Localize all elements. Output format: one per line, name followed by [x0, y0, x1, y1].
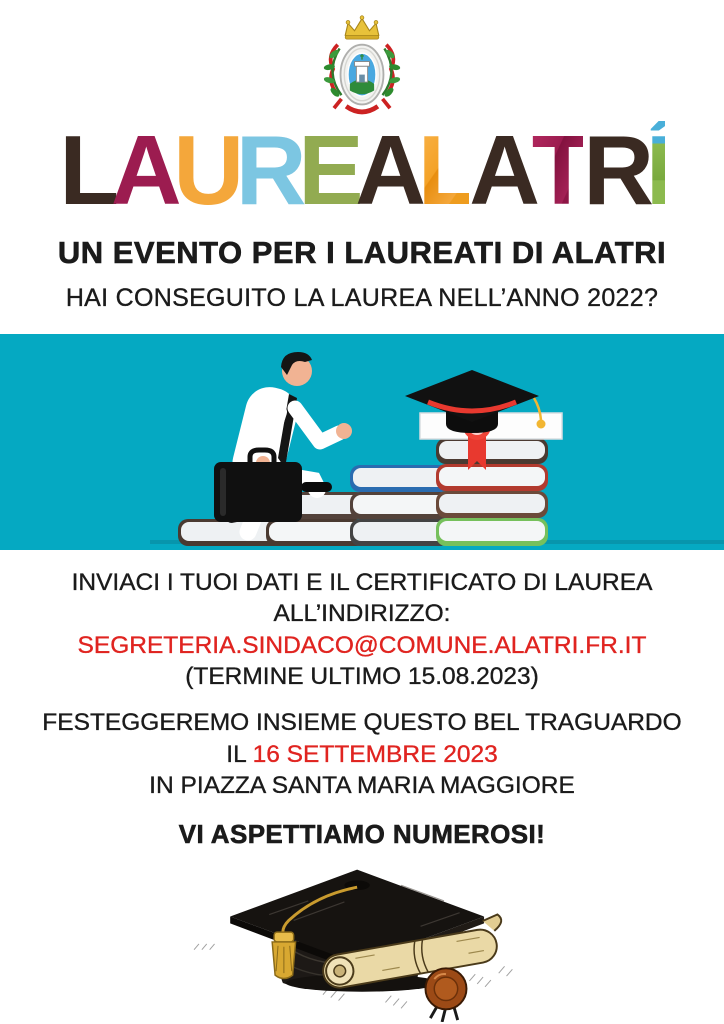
- logo-letter: T: [531, 115, 584, 225]
- book: [436, 438, 548, 546]
- event-location: IN PIAZZA SANTA MARIA MAGGIORE: [149, 772, 575, 800]
- book: [350, 465, 450, 546]
- footer-illustration: [172, 856, 552, 1022]
- event-headline: UN EVENTO PER I LAUREATI DI ALATRI: [57, 235, 667, 270]
- crest-laurel-right: [383, 48, 401, 98]
- tassel: [537, 420, 546, 429]
- invite-line1: INVIACI I TUOI DATI E IL CERTIFICATO DI LAUREA: [71, 569, 653, 596]
- celebration-line1: FESTEGGEREMO INSIEME QUESTO BEL TRAGUARDO: [42, 709, 682, 737]
- crest-crown: [345, 16, 379, 39]
- footer-svg: [172, 856, 552, 1022]
- hero-svg: [0, 334, 724, 550]
- logo-letter: A: [469, 115, 532, 225]
- alatri-coat-of-arms-icon: [314, 13, 410, 125]
- logo-letter: A: [110, 115, 174, 225]
- crest-shield: [341, 45, 384, 105]
- logo-letter: R: [235, 115, 299, 225]
- hero-illustration: [0, 334, 724, 550]
- deadline: (TERMINE ULTIMO 15.08.2023): [185, 663, 539, 691]
- crest-laurel-left: [323, 48, 341, 98]
- invite-text-block: [20, 567, 704, 692]
- logo-letter: R: [583, 115, 646, 225]
- call-to-action: VI ASPETTIAMO NUMEROSI!: [178, 818, 546, 849]
- contact-email: SEGRETERIA.SINDACO@COMUNE.ALATRI.FR.IT: [77, 631, 647, 659]
- crest-svg: [314, 13, 410, 125]
- logo-letter: E: [298, 115, 356, 225]
- invite-line2: ALL’INDIRIZZO:: [273, 600, 451, 628]
- event-question: HAI CONSEGUITO LA LAUREA NELL’ANNO 2022?: [65, 284, 659, 312]
- logo-letter: L: [59, 115, 111, 225]
- celebration-date-line: [20, 739, 704, 770]
- logo-letter: L: [417, 115, 470, 225]
- celebration-text-block: [20, 707, 704, 801]
- event-date: 16 SETTEMBRE 2023: [252, 740, 498, 768]
- logo-letter: A: [355, 115, 418, 225]
- wax-seal-sketch: [425, 968, 466, 1022]
- logo-letter: U: [173, 115, 236, 225]
- laurealatri-logo: [0, 115, 724, 225]
- logo-letter: Í: [645, 115, 665, 225]
- date-prefix: IL: [226, 740, 253, 768]
